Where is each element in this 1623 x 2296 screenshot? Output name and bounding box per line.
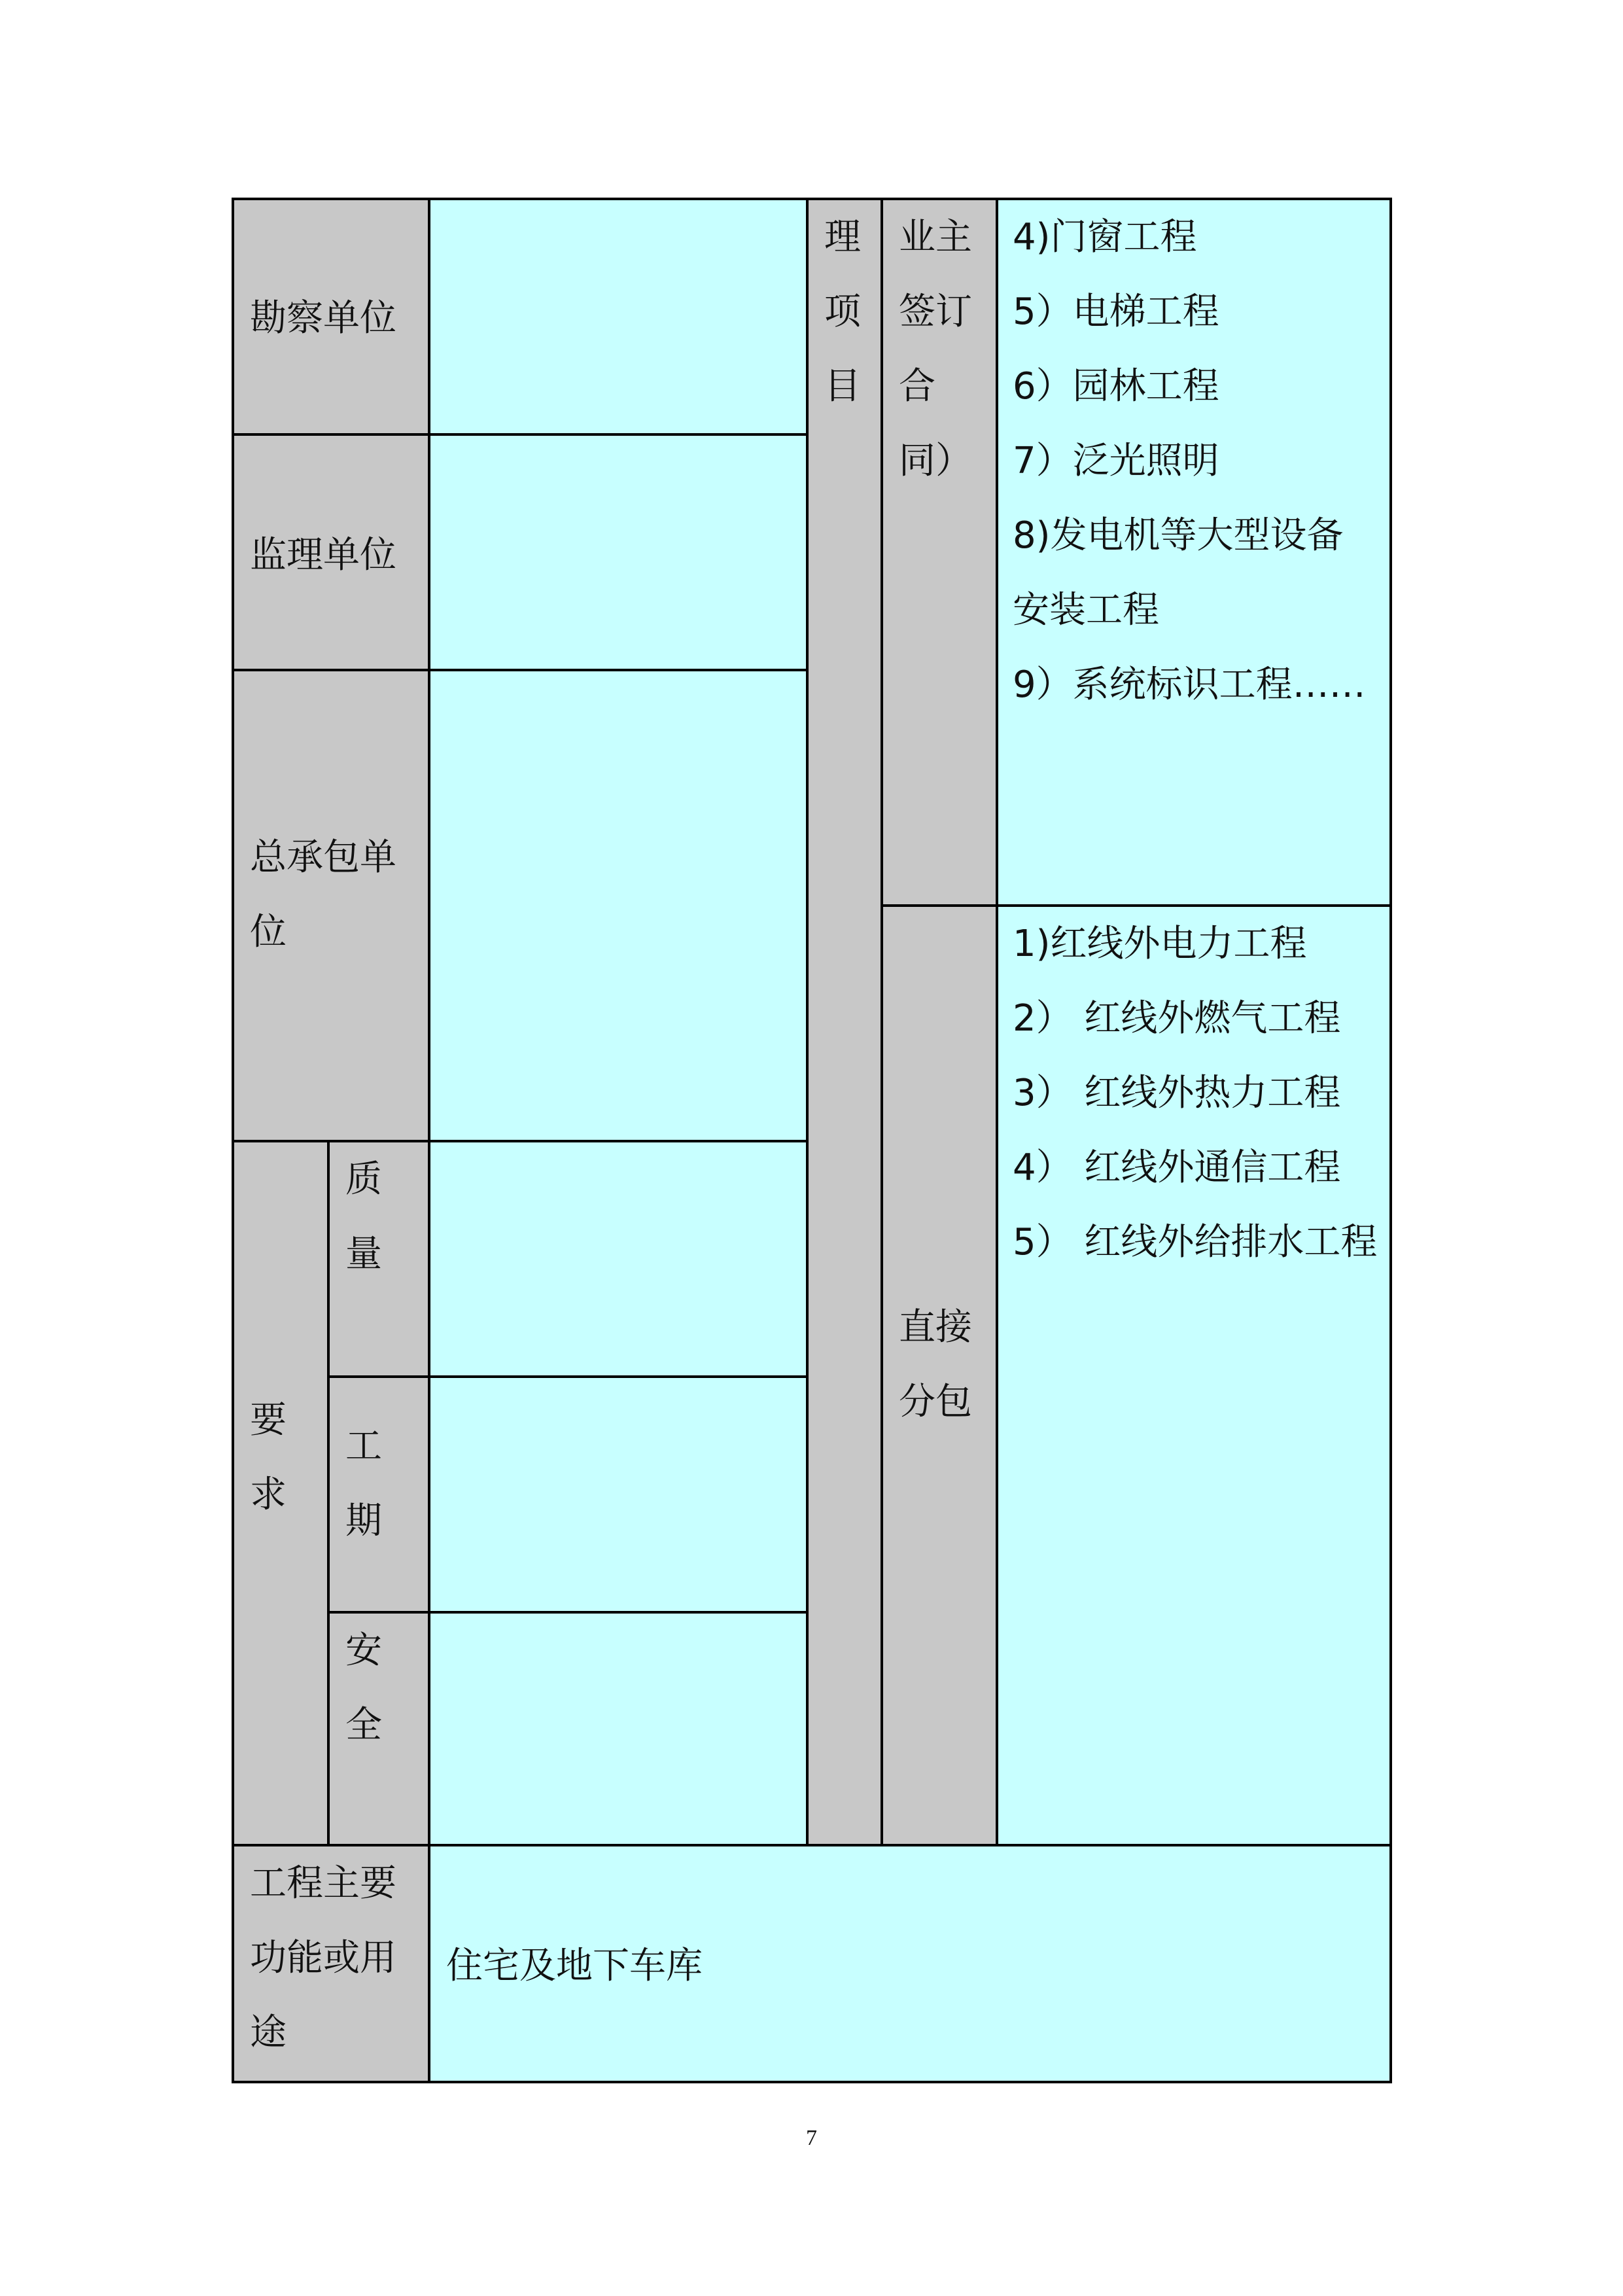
main-function-value-cell bbox=[428, 1844, 1392, 2083]
owner-contract-label-line-1: 业主 bbox=[899, 216, 972, 258]
schedule-label-cell bbox=[327, 1375, 430, 1614]
general-contractor-label-cell bbox=[232, 669, 430, 1142]
supervision-unit-label: 监理单位 bbox=[250, 534, 396, 576]
category-column-cell bbox=[806, 198, 883, 1846]
quality-value-cell bbox=[428, 1140, 809, 1378]
direct-subcontract-item: 2） 红线外燃气工程 bbox=[1013, 997, 1341, 1040]
direct-subcontract-label-line-1: 直接 bbox=[899, 1306, 972, 1349]
schedule-label-line-2: 期 bbox=[345, 1500, 382, 1542]
owner-contract-item: 8)发电机等大型设备 bbox=[1013, 514, 1344, 557]
direct-subcontract-item: 4） 红线外通信工程 bbox=[1013, 1146, 1341, 1189]
owner-contract-item: 7）泛光照明 bbox=[1013, 440, 1219, 482]
owner-contract-label-line-3: 合 bbox=[899, 365, 935, 408]
direct-subcontract-items-cell bbox=[996, 904, 1392, 1846]
safety-label-cell bbox=[327, 1611, 430, 1846]
requirements-label-cell bbox=[232, 1140, 330, 1846]
requirements-label-line-1: 要 bbox=[250, 1399, 287, 1441]
survey-unit-value-cell bbox=[428, 198, 809, 436]
owner-contract-label-cell bbox=[881, 198, 998, 907]
main-function-label-cell bbox=[232, 1844, 430, 2083]
owner-contract-item: 4)门窗工程 bbox=[1013, 216, 1197, 258]
general-contractor-value-cell bbox=[428, 669, 809, 1142]
owner-contract-item: 5）电梯工程 bbox=[1013, 291, 1219, 333]
survey-unit-label: 勘察单位 bbox=[250, 297, 396, 340]
quality-label-cell bbox=[327, 1140, 430, 1378]
schedule-value-cell bbox=[428, 1375, 809, 1614]
direct-subcontract-item: 5） 红线外给排水工程 bbox=[1013, 1221, 1378, 1263]
general-contractor-label-line-1: 总承包单 bbox=[250, 836, 396, 879]
safety-value-cell bbox=[428, 1611, 809, 1846]
owner-contract-item: 安装工程 bbox=[1013, 589, 1159, 631]
quality-label-line-2: 量 bbox=[345, 1233, 382, 1275]
main-function-value: 住宅及地下车库 bbox=[446, 1945, 703, 1987]
direct-subcontract-label-cell bbox=[881, 904, 998, 1846]
owner-contract-item: 9）系统标识工程…… bbox=[1013, 663, 1366, 706]
safety-label-line-1: 安 bbox=[345, 1629, 382, 1672]
main-function-label-line-2: 功能或用 bbox=[250, 1937, 396, 1979]
owner-contract-label-line-2: 签订 bbox=[899, 291, 972, 333]
survey-unit-label-cell bbox=[232, 198, 430, 436]
supervision-unit-value-cell bbox=[428, 433, 809, 671]
general-contractor-label-line-2: 位 bbox=[250, 911, 287, 953]
category-line-2: 项 bbox=[824, 291, 861, 333]
category-line-1: 理 bbox=[824, 216, 861, 258]
supervision-unit-label-cell bbox=[232, 433, 430, 671]
schedule-label-line-1: 工 bbox=[345, 1425, 382, 1468]
owner-contract-item: 6）园林工程 bbox=[1013, 365, 1219, 408]
owner-contract-label-line-4: 同） bbox=[899, 440, 972, 482]
category-line-3: 目 bbox=[824, 365, 861, 408]
main-function-label-line-3: 途 bbox=[250, 2011, 287, 2054]
direct-subcontract-item: 3） 红线外热力工程 bbox=[1013, 1072, 1341, 1114]
direct-subcontract-label-line-2: 分包 bbox=[899, 1381, 972, 1423]
requirements-label-line-2: 求 bbox=[250, 1474, 287, 1516]
main-function-label-line-1: 工程主要 bbox=[250, 1862, 396, 1905]
page-number: 7 bbox=[806, 2126, 817, 2150]
direct-subcontract-item: 1)红线外电力工程 bbox=[1013, 923, 1307, 965]
owner-contract-items-cell bbox=[996, 198, 1392, 907]
safety-label-line-2: 全 bbox=[345, 1704, 382, 1746]
quality-label-line-1: 质 bbox=[345, 1158, 382, 1201]
